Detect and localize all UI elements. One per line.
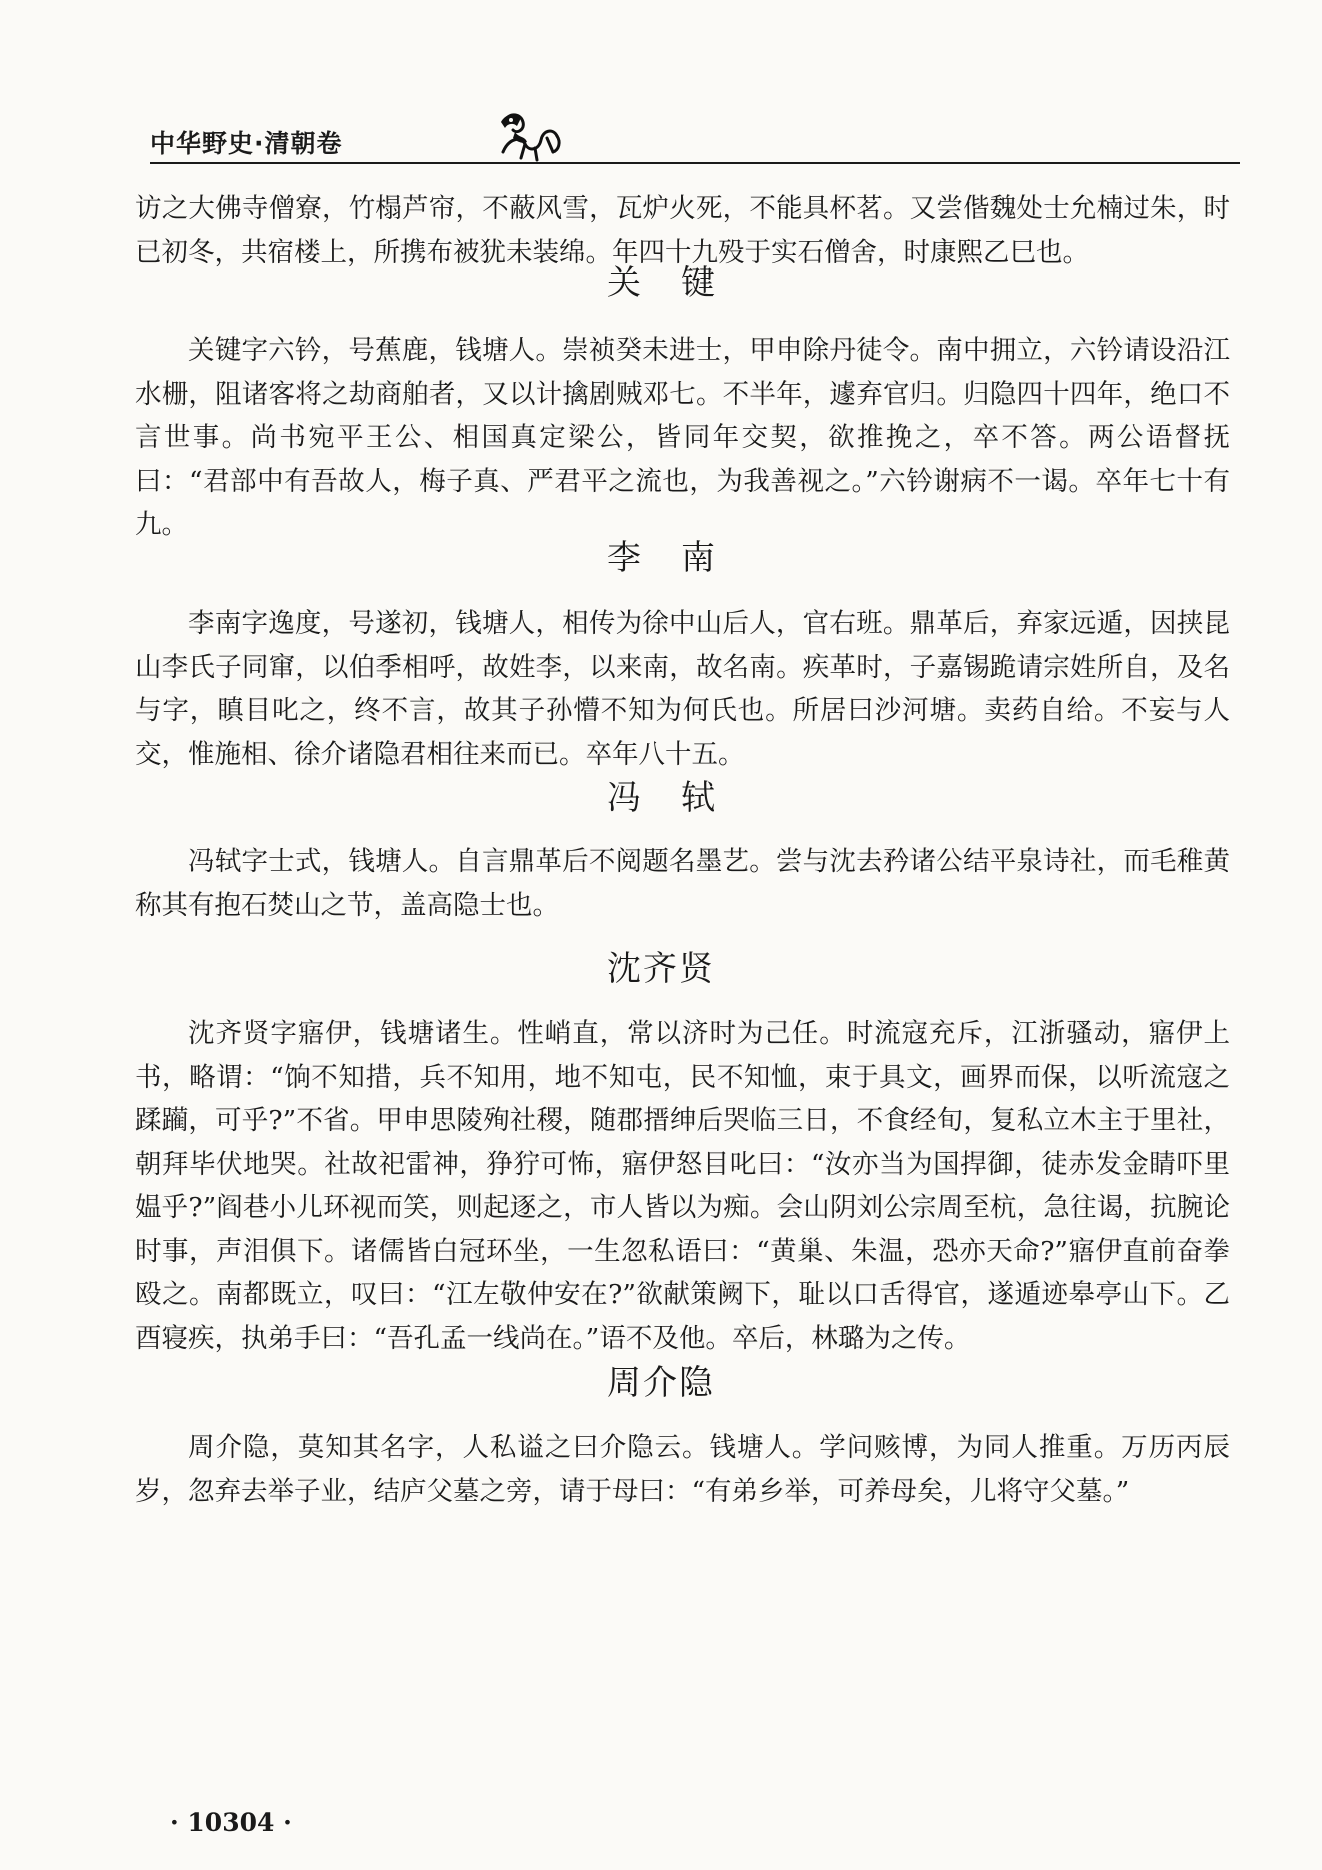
running-header: [150, 118, 1240, 168]
header-rule: [150, 162, 1240, 164]
section-paragraph: 周介隐，莫知其名字，人私谥之曰介隐云。钱塘人。学问赅博，为同人推重。万历丙辰岁，忽弃去举子业，结庐父墓之旁，请于母曰：“有弟乡举，可养母矣，儿将守父墓。”: [135, 1432, 1230, 1507]
section-title-zhoujieyin: 周介隐: [607, 1363, 715, 1403]
section-body-zhoujieyin: [135, 1426, 1230, 1513]
book-title: 中华野史·清朝卷: [150, 129, 343, 158]
page-number: · 10304 ·: [170, 1808, 292, 1837]
section-title-shenqixian: 沈齐贤: [607, 949, 715, 989]
section-paragraph: 关键字六钤，号蕉鹿，钱塘人。崇祯癸未进士，甲申除丹徒令。南中拥立，六钤请设沿江水栅，阻诸客将之劫商舶者，又以计擒剧贼邓七。不半年，遽弃官归。归隐四十四年，绝口不言世事。尚书宛平王公、相国真定梁公，皆同年交契，欲推挽之，卒不答。两公语督抚曰：“君部中有吾故人，梅子真、严君平之流也，为我善视之。”六钤谢病不一谒。卒年七十有九。: [135, 335, 1230, 540]
section-paragraph: 冯轼字士式，钱塘人。自言鼎革后不阅题名墨艺。尝与沈去矜诸公结平泉诗社，而毛稚黄称其有抱石焚山之节，盖高隐士也。: [135, 846, 1230, 921]
section-title-guanjian: 关键: [607, 263, 755, 303]
section-paragraph: 沈齐贤字寤伊，钱塘诸生。性峭直，常以济时为己任。时流寇充斥，江浙骚动，寤伊上书，略谓：“饷不知措，兵不知用，地不知屯，民不知恤，束于具文，画界而保，以听流寇之蹂躏，可乎?”不省。甲申思陵殉社稷，随郡搢绅后哭临三日，不食经旬，复私立木主于里社，朝拜毕伏地哭。社故祀雷神，狰狞可怖，寤伊怒目叱曰：“汝亦当为国捍御，徒赤发金睛吓里媪乎?”阎巷小儿环视而笑，则起逐之，市人皆以为痴。会山阴刘公宗周至杭，急往谒，抗腕论时事，声泪俱下。诸儒皆白冠环坐，一生忽私语曰：“黄巢、朱温，恐亦天命?”寤伊直前奋拳殴之。南都既立，叹曰：“江左敬仲安在?”欲献策阙下，耻以口舌得官，遂遁迹皋亭山下。乙酉寝疾，执弟手曰：“吾孔孟一线尚在。”语不及他。卒后，林璐为之传。: [135, 1018, 1230, 1354]
dragon-icon: [495, 108, 565, 166]
section-body-guanjian: [135, 329, 1230, 547]
intro-paragraph: 访之大佛寺僧寮，竹榻芦帘，不蔽风雪，瓦炉火死，不能具杯茗。又尝偕魏处士允楠过朱，时已初冬，共宿楼上，所携布被犹未装绵。年四十九殁于实石僧舍，时康熙乙巳也。: [135, 193, 1230, 268]
section-body-shenqixian: [135, 1012, 1230, 1360]
section-title-fengshi: 冯轼: [607, 778, 755, 818]
section-paragraph: 李南字逸度，号遂初，钱塘人，相传为徐中山后人，官右班。鼎革后，弃家远遁，因挟昆山李氏子同窜，以伯季相呼，故姓李，以来南，故名南。疾革时，子嘉锡跪请宗姓所自，及名与字，瞋目叱之，终不言，故其子孙懵不知为何氏也。所居曰沙河塘。卖药自给。不妄与人交，惟施相、徐介诸隐君相往来而已。卒年八十五。: [135, 608, 1230, 770]
section-body-fengshi: [135, 840, 1230, 927]
section-body-linan: [135, 602, 1230, 776]
section-title-linan: 李南: [607, 538, 755, 578]
